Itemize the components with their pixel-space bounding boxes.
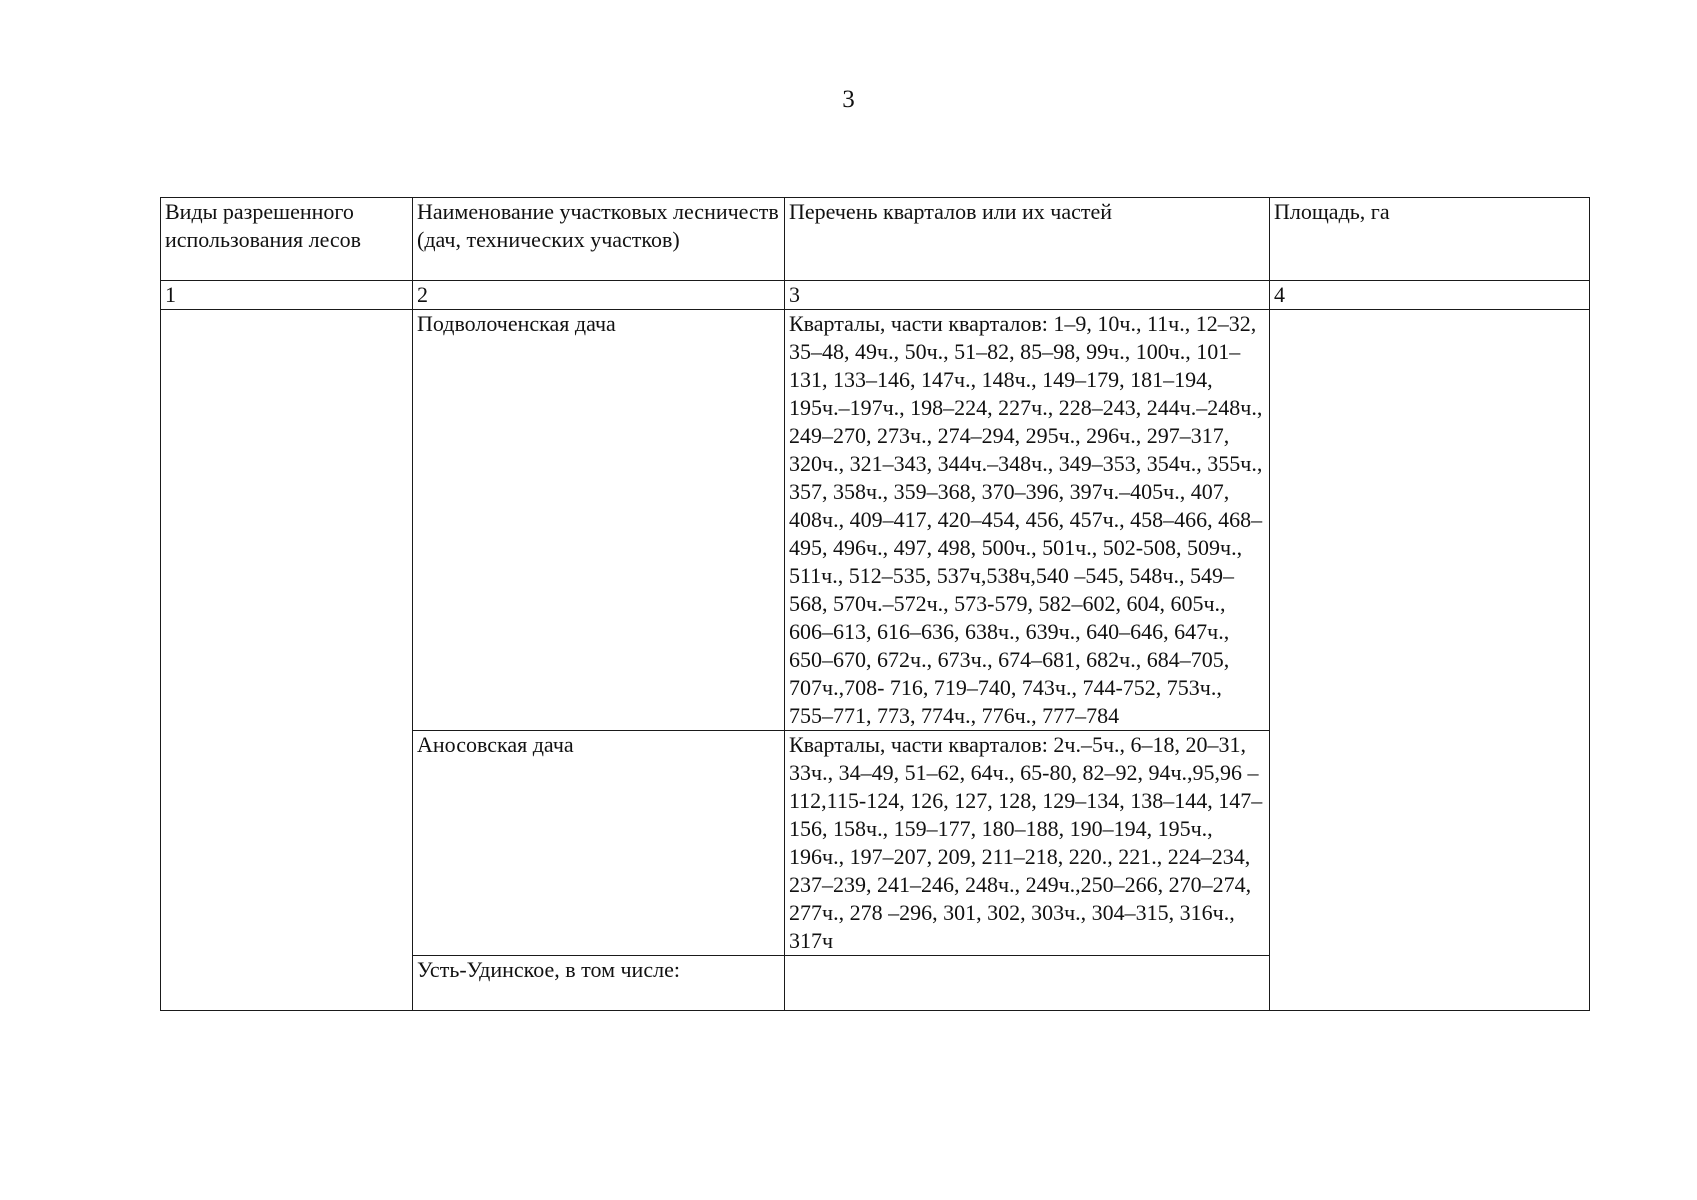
page-number: 3 [842,86,855,113]
column-number: 2 [413,281,785,310]
header-forestry-names: Наименование участковых лесничеств (дач, технических участков) [413,198,785,281]
forestry-name-cell: Подволоченская дача [413,310,785,731]
forestry-name-cell: Аносовская дача [413,731,785,956]
usage-type-cell [161,310,413,1011]
header-area: Площадь, га [1270,198,1590,281]
quarters-cell: Кварталы, части кварталов: 2ч.–5ч., 6–18, 20–31, 33ч., 34–49, 51–62, 64ч., 65-80, 82–92, 94ч.,95,96 –112,115-124, 126, 127, 128, 129–134, 138–144, 147–156, 158ч., 159–177, 180–188, 190–194, 195ч., 196ч., 197–207, 209, 211–218, 220., 221., 224–234, 237–239, 241–246, 248ч., 249ч.,250–266, 270–274, 277ч., 278 –296, 301, 302, 303ч., 304–315, 316ч., 317ч [785,731,1270,956]
header-quarters-list: Перечень кварталов или их частей [785,198,1270,281]
forestry-name-cell: Усть-Удинское, в том числе: [413,956,785,1011]
quarters-cell [785,956,1270,1011]
forest-quarters-table [160,197,1590,1011]
column-number: 1 [161,281,413,310]
column-number-row [161,281,1590,310]
header-usage-types: Виды разрешенного использования лесов [161,198,413,281]
column-number: 3 [785,281,1270,310]
table-row [161,310,1590,731]
area-cell [1270,310,1590,1011]
quarters-cell: Кварталы, части кварталов: 1–9, 10ч., 11ч., 12–32, 35–48, 49ч., 50ч., 51–82, 85–98, 99ч., 100ч., 101–131, 133–146, 147ч., 148ч., 149–179, 181–194, 195ч.–197ч., 198–224, 227ч., 228–243, 244ч.–248ч., 249–270, 273ч., 274–294, 295ч., 296ч., 297–317, 320ч., 321–343, 344ч.–348ч., 349–353, 354ч., 355ч., 357, 358ч., 359–368, 370–396, 397ч.–405ч., 407, 408ч., 409–417, 420–454, 456, 457ч., 458–466, 468–495, 496ч., 497, 498, 500ч., 501ч., 502-508, 509ч., 511ч., 512–535, 537ч,538ч,540 –545, 548ч., 549–568, 570ч.–572ч., 573-579, 582–602, 604, 605ч., 606–613, 616–636, 638ч., 639ч., 640–646, 647ч., 650–670, 672ч., 673ч., 674–681, 682ч., 684–705, 707ч.,708- 716, 719–740, 743ч., 744-752, 753ч., 755–771, 773, 774ч., 776ч., 777–784 [785,310,1270,731]
column-number: 4 [1270,281,1590,310]
table-header-row [161,198,1590,281]
